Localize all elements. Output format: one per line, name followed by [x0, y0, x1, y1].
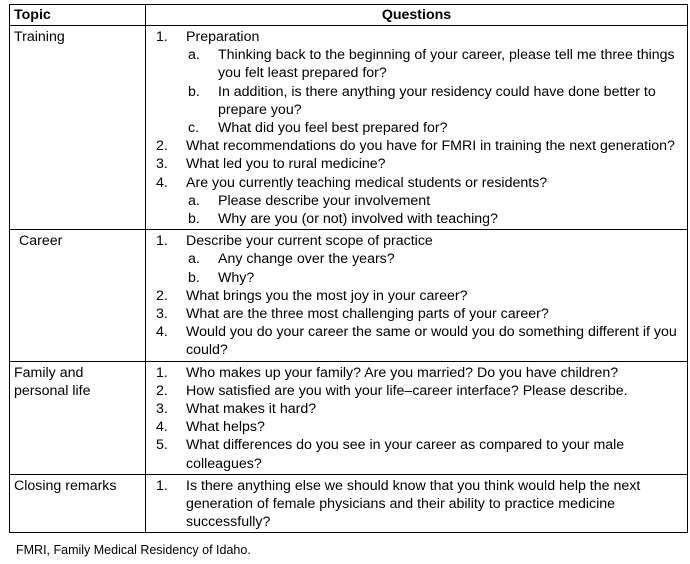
- topic-cell: Family and personal life: [10, 361, 146, 474]
- question-text: Who makes up your family? Are you married? Do you have children?: [186, 364, 619, 381]
- sub-question-item: [146, 269, 687, 287]
- question-text: What differences do you see in your career as compared to your male colleagues?: [186, 437, 625, 472]
- question-number: 4.: [156, 174, 168, 191]
- sub-question-text: Why are you (or not) involved with teaching?: [218, 211, 498, 228]
- question-number: 2.: [156, 138, 168, 155]
- question-number: 1.: [156, 364, 168, 381]
- question-text: Preparation: [186, 29, 260, 45]
- question-item: [146, 477, 687, 532]
- question-text: What recommendations do you have for FMRI in training the next generation?: [186, 138, 675, 155]
- question-item: [146, 287, 687, 305]
- sub-question-item: [146, 119, 687, 137]
- table-body: [10, 26, 688, 533]
- sub-question-text: Why?: [218, 269, 255, 286]
- question-text: Describe your current scope of practice: [186, 233, 433, 250]
- questions-cell: [146, 474, 688, 533]
- question-number: 3.: [156, 401, 168, 418]
- table-header-row: [10, 5, 688, 26]
- questions-column-header: Questions: [146, 5, 688, 26]
- sub-question-letter: a.: [188, 251, 200, 268]
- question-item: [146, 28, 687, 46]
- table-row: [10, 474, 688, 533]
- sub-question-text: Any change over the years?: [218, 251, 395, 268]
- sub-question-letter: a.: [188, 47, 200, 64]
- sub-question-letter: a.: [188, 192, 200, 209]
- sub-question-item: [146, 83, 687, 119]
- table-footnote: FMRI, Family Medical Residency of Idaho.: [16, 543, 251, 557]
- sub-question-text: Thinking back to the beginning of your career, please tell me three things you felt least prepared for?: [218, 47, 675, 82]
- sub-question-item: [146, 250, 687, 268]
- question-item: [146, 305, 687, 323]
- question-text: How satisfied are you with your life–career interface? Please describe.: [186, 382, 628, 399]
- question-text: What helps?: [186, 419, 265, 436]
- questions-cell: [146, 230, 688, 361]
- question-number: 4.: [156, 419, 168, 436]
- questions-cell: [146, 26, 688, 230]
- sub-question-text: What did you feel best prepared for?: [218, 120, 448, 137]
- question-item: [146, 364, 687, 382]
- question-item: [146, 323, 687, 359]
- question-item: [146, 382, 687, 400]
- question-text: What are the three most challenging parts of your career?: [186, 306, 549, 323]
- question-item: [146, 137, 687, 155]
- question-text: Is there anything else we should know that you think would help the next generation of female physicians and their ability to practice medicine successfully?: [186, 477, 641, 531]
- table-row: [10, 361, 688, 474]
- questions-cell: [146, 361, 688, 474]
- question-text: What led you to rural medicine?: [186, 156, 386, 173]
- sub-question-letter: c.: [188, 120, 200, 137]
- sub-question-letter: b.: [188, 211, 200, 228]
- table-row: [10, 230, 688, 361]
- question-number: 2.: [156, 287, 168, 304]
- topic-cell: Closing remarks: [10, 474, 146, 533]
- question-item: [146, 174, 687, 192]
- sub-question-letter: b.: [188, 83, 200, 100]
- sub-question-text: In addition, is there anything your residency could have done better to prepare you?: [218, 83, 656, 118]
- question-number: 3.: [156, 306, 168, 323]
- question-text: Would you do your career the same or would you do something different if you could?: [186, 324, 677, 359]
- topic-cell: Training: [10, 26, 146, 230]
- question-number: 4.: [156, 324, 168, 341]
- question-text: Are you currently teaching medical students or residents?: [186, 174, 548, 191]
- sub-question-item: [146, 46, 687, 82]
- question-number: 5.: [156, 437, 168, 454]
- question-item: [146, 232, 687, 250]
- topic-column-header: Topic: [10, 5, 146, 26]
- question-item: [146, 436, 687, 472]
- table-row: [10, 26, 688, 230]
- question-text: What brings you the most joy in your career?: [186, 287, 468, 304]
- question-number: 1.: [156, 477, 168, 494]
- sub-question-letter: b.: [188, 269, 200, 286]
- sub-question-item: [146, 192, 687, 210]
- sub-question-item: [146, 210, 687, 228]
- interview-questions-table: [9, 4, 688, 533]
- question-number: 2.: [156, 382, 168, 399]
- topic-cell: Career: [10, 230, 146, 361]
- sub-question-text: Please describe your involvement: [218, 192, 431, 209]
- question-text: What makes it hard?: [186, 401, 317, 418]
- question-item: [146, 400, 687, 418]
- question-number: 1.: [156, 29, 168, 45]
- question-number: 1.: [156, 233, 168, 250]
- question-item: [146, 155, 687, 173]
- question-number: 3.: [156, 156, 168, 173]
- question-item: [146, 418, 687, 436]
